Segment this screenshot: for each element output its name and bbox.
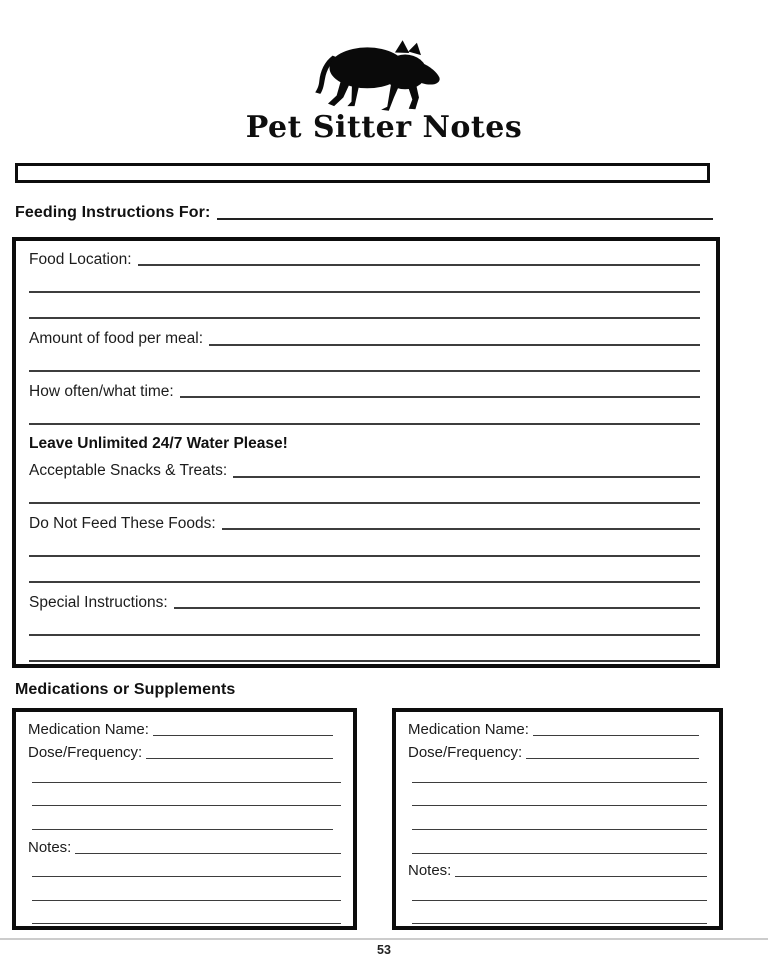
blank-row — [29, 638, 700, 664]
feeding-instructions-heading: Feeding Instructions For: — [15, 204, 211, 221]
writing-line — [526, 758, 699, 759]
writing-line — [146, 758, 333, 759]
writing-line — [29, 634, 700, 636]
blank-row — [28, 856, 341, 880]
writing-line — [222, 528, 700, 530]
feeding-instructions-heading-row — [15, 200, 713, 221]
field-row-medication-name — [28, 714, 341, 738]
writing-line — [32, 876, 341, 877]
field-label: Medication Name: — [408, 720, 529, 738]
page-number: 53 — [377, 943, 391, 957]
writing-line — [29, 423, 700, 425]
writing-line — [29, 370, 700, 372]
writing-line — [412, 900, 707, 901]
feeding-instructions-box — [12, 237, 720, 668]
writing-line — [32, 829, 333, 830]
blank-row — [28, 808, 341, 832]
field-row-food-location — [29, 242, 700, 268]
blank-row — [28, 785, 341, 809]
writing-line — [32, 805, 341, 806]
writing-line — [29, 502, 700, 504]
writing-line — [32, 923, 341, 924]
blank-row — [408, 785, 707, 809]
medications-heading: Medications or Supplements — [15, 681, 236, 698]
field-label: Amount of food per meal: — [29, 330, 204, 348]
pig-silhouette-icon — [306, 38, 444, 112]
writing-line — [174, 607, 700, 609]
writing-line — [180, 396, 700, 398]
blank-row — [29, 400, 700, 426]
blank-row — [29, 348, 700, 374]
field-row-amount-per-meal — [29, 321, 700, 347]
field-row-notes — [28, 832, 341, 856]
field-label: Dose/Frequency: — [408, 744, 523, 762]
field-row-notes — [408, 856, 707, 880]
writing-line — [412, 829, 707, 830]
writing-line — [209, 344, 700, 346]
field-label: Medication Name: — [28, 720, 149, 738]
writing-line — [29, 660, 700, 662]
field-label: How often/what time: — [29, 382, 174, 400]
header-rule-box — [15, 163, 710, 183]
field-row-medication-name — [408, 714, 707, 738]
blank-row — [408, 903, 707, 927]
writing-line — [29, 555, 700, 557]
water-note: Leave Unlimited 24/7 Water Please! — [29, 434, 288, 452]
field-label: Dose/Frequency: — [28, 744, 143, 762]
blank-row — [408, 832, 707, 856]
writing-line — [412, 853, 707, 854]
writing-line — [32, 782, 341, 783]
field-label: Acceptable Snacks & Treats: — [29, 462, 228, 480]
blank-row — [29, 559, 700, 585]
blank-row — [29, 268, 700, 294]
blank-row — [408, 879, 707, 903]
field-row-special-instructions — [29, 585, 700, 611]
blank-row — [29, 611, 700, 637]
medication-box-2 — [392, 708, 723, 930]
field-row-snacks-treats — [29, 453, 700, 479]
field-row-how-often — [29, 374, 700, 400]
water-note-row — [29, 427, 700, 453]
writing-line — [412, 782, 707, 783]
writing-line — [138, 264, 700, 266]
field-row-do-not-feed — [29, 506, 700, 532]
writing-line — [32, 900, 341, 901]
writing-line — [29, 291, 700, 293]
field-row-dose-frequency — [28, 738, 341, 762]
blank-row — [29, 480, 700, 506]
feeding-for-writing-line — [217, 218, 713, 220]
field-label: Special Instructions: — [29, 593, 168, 611]
writing-line — [455, 876, 707, 877]
field-label: Notes: — [408, 862, 452, 880]
writing-line — [29, 581, 700, 583]
writing-line — [533, 735, 699, 736]
blank-row — [28, 903, 341, 927]
medication-box-1 — [12, 708, 357, 930]
writing-line — [75, 853, 341, 854]
page-title: Pet Sitter Notes — [245, 110, 523, 145]
blank-row — [408, 808, 707, 832]
writing-line — [233, 476, 700, 478]
footer-rule — [0, 938, 768, 940]
blank-row — [28, 879, 341, 903]
field-row-dose-frequency — [408, 738, 707, 762]
field-label: Food Location: — [29, 250, 132, 268]
writing-line — [29, 317, 700, 319]
blank-row — [29, 295, 700, 321]
field-label: Do Not Feed These Foods: — [29, 514, 216, 532]
writing-line — [412, 923, 707, 924]
blank-row — [408, 761, 707, 785]
blank-row — [28, 761, 341, 785]
blank-row — [29, 532, 700, 558]
writing-line — [153, 735, 333, 736]
writing-line — [412, 805, 707, 806]
field-label: Notes: — [28, 838, 72, 856]
